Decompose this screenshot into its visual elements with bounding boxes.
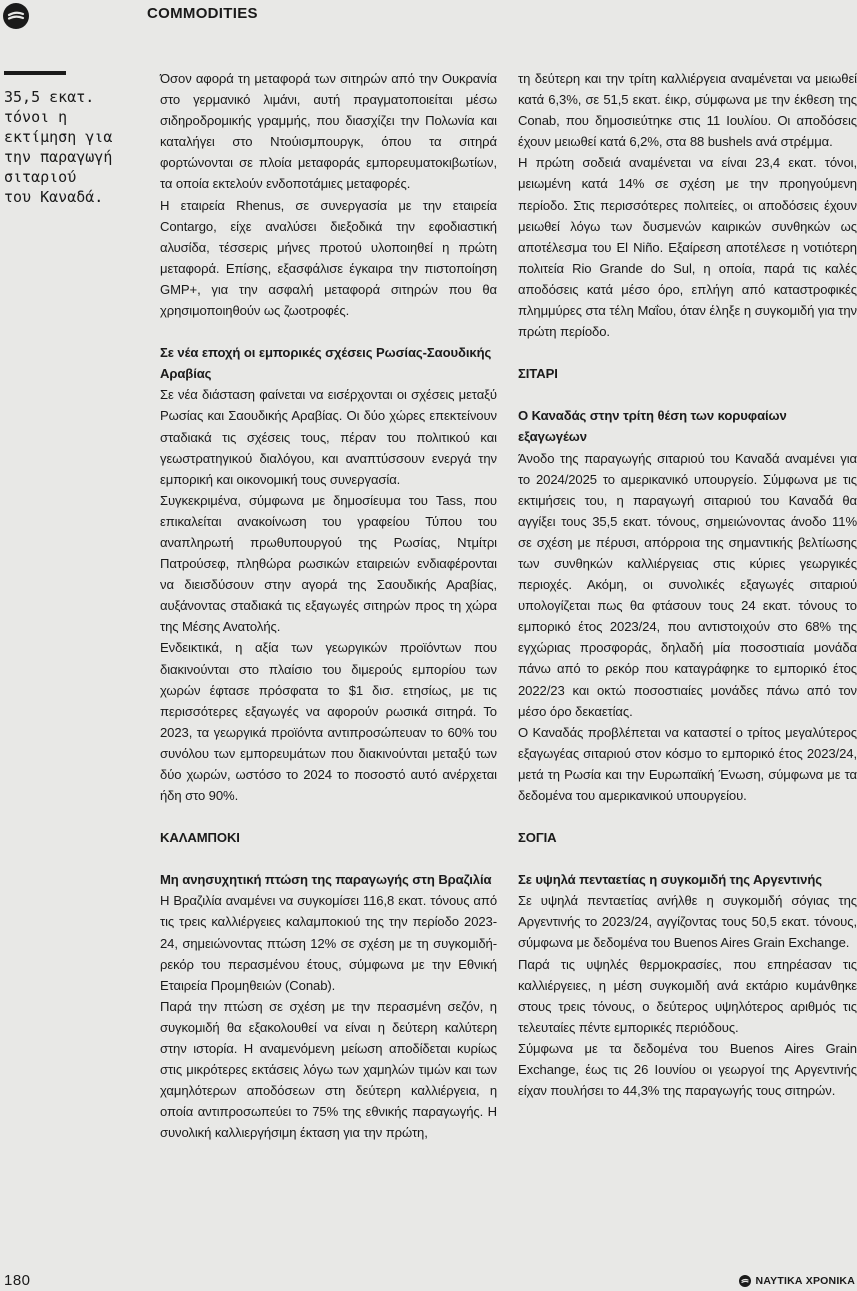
section-label: ΣΟΓΙΑ <box>518 830 557 846</box>
paragraph: Σε νέα διάσταση φαίνεται να εισέρχονται οι σχέσεις μεταξύ Ρωσίας και Σαουδικής Αραβίας. Οι δύο χώρες επεκτείνουν σταδιακά τις σχέσεις τους, πέραν του πολιτικού και γεωστρατηγικού διαλόγου, και αναπτύσσουν ενεργά την εμπορική και οικονομική τους συνεργασία. <box>160 387 497 487</box>
paragraph: Σύμφωνα με τα δεδομένα του Buenos Aires Grain Exchange, έως τις 26 Ιουνίου οι γεωργοί της Αργεντινής είχαν πουλήσει το 44,3% της παραγωγής τους σιτηρών. <box>518 1040 857 1099</box>
paragraph: Παρά την πτώση σε σχέση με την περασμένη σεζόν, η συγκομιδή θα εξακολουθεί να είναι η δεύτερη καλύτερη στην ιστορία. Η αναμενόμενη μείωση αποδίδεται κυρίως στις μικρότερες εκτάσεις λόγω των χαμηλών τιμών και των χαμηλότερων αποδόσεων στη δεύτερη καλλιέργεια, η οποία αντιπροσωπεύει το 75% της εθνικής παραγωγής. Η συνολική καλλιεργήσιμη έκταση για την πρώτη, <box>160 998 497 1141</box>
pull-quote: 35,5 εκατ. τόνοι η εκτίμηση για την παραγωγή σιταριού του Καναδά. <box>4 88 113 206</box>
paragraph: Συγκεκριμένα, σύμφωνα με δημοσίευμα του Tass, που επικαλείται ανακοίνωση του γραφείου Τύπου του αναπληρωτή πρωθυπουργού της Ρωσίας, Ντμίτρι Πατρούσεφ, πληθώρα ρωσικών εταιρειών ενδιαφέρονται να διεισδύσουν στην αγορά της Σαουδικής Αραβίας, αυξάνοντας σταδιακά τις εξαγωγές σιτηρών προς τη χώρα της Μέσης Ανατολής. <box>160 492 497 635</box>
subheading: Σε νέα εποχή οι εμπορικές σχέσεις Ρωσίας-Σαουδικής Αραβίας <box>160 345 492 382</box>
footer-brand <box>739 1275 855 1287</box>
subheading: Μη ανησυχητική πτώση της παραγωγής στη Βραζιλία <box>160 872 492 888</box>
brand-name: ΝΑΥΤΙΚΑ ΧΡΟΝΙΚΑ <box>755 1275 855 1287</box>
article-column-1 <box>160 68 497 1144</box>
paragraph: Όσον αφορά τη μεταφορά των σιτηρών από την Ουκρανία στο γερμανικό λιμάνι, αυτή πραγματοποιείται μέσω σιδηροδρομικής γραμμής, που διασχίζει την Πολωνία και καταλήγει στο Ντούισμπουργκ, όπου τα σιτηρά φορτώνονται σε πλοία μεταφοράς εμπορευματοκιβωτίων, τα οποία εκτελούν ενδοποτάμιες μεταφορές. <box>160 71 497 192</box>
paragraph: Η εταιρεία Rhenus, σε συνεργασία με την εταιρεία Contargo, είχε αναλύσει διεξοδικά την εφοδιαστική αλυσίδα, τέσσερις μήνες προτού υλοποιηθεί η πρώτη μεταφορά. Επίσης, εξασφάλισε έγκαιρα την πιστοποίηση GMP+, για την ασφαλή μεταφορά σιτηρών που θα χρησιμοποιηθούν ως ζωοτροφές. <box>160 197 497 319</box>
sidebar-rule <box>4 71 66 75</box>
brand-logo-icon <box>3 3 29 29</box>
paragraph: Ο Καναδάς προβλέπεται να καταστεί ο τρίτος μεγαλύτερος εξαγωγέας σιταριού στον κόσμο το εμπορικό έτος 2023/24, μετά τη Ρωσία και την Ευρωπαϊκή Ένωση, σύμφωνα με τα δεδομένα του αμερικανικού υπουργείου. <box>518 724 857 803</box>
paragraph: Η Βραζιλία αναμένει να συγκομίσει 116,8 εκατ. τόνους από τις τρεις καλλιέργειες καλαμποκιού της την περίοδο 2023-24, σημειώνοντας πτώση 12% σε σχέση με τη συγκομιδή-ρεκόρ του περασμένου έτους, σύμφωνα με την Εθνική Εταιρεία Προμηθειών (Conab). <box>160 893 497 993</box>
section-title: COMMODITIES <box>147 5 258 22</box>
article-column-2 <box>518 68 857 1101</box>
paragraph: Άνοδο της παραγωγής σιταριού του Καναδά αναμένει για το 2024/2025 το αμερικανικό υπουργείο. Σύμφωνα με τις εκτιμήσεις του, η παραγωγή σιταριού του Καναδά θα αγγίξει τους 35,5 εκατ. τόνους, σημειώνοντας άνοδο 11% σε σχέση με πέρυσι, απόρροια της σημαντικής βελτίωσης των συνθηκών καλλιέργειας στις κύριες γεωργικές περιοχές. Ακόμη, οι συνολικές εξαγωγές σιταριού υπολογίζεται πως θα φτάσουν τους 24 εκατ. τόνους το εμπορικό έτος 2023/24, που αντιστοιχούν στο 68% της εγχώριας προσφοράς, δηλαδή μία ποσοστιαία μονάδα πάνω από το ρεκόρ που καταγράφηκε το εμπορικό έτος 2022/23 και οκτώ ποσοστιαίες μονάδες πάνω από τον μέσο όρο δεκαετίας. <box>518 450 857 719</box>
brand-logo-icon <box>739 1275 751 1287</box>
section-label: ΣΙΤΑΡΙ <box>518 366 558 382</box>
page-number: 180 <box>4 1272 31 1289</box>
paragraph: Η πρώτη σοδειά αναμένεται να είναι 23,4 εκατ. τόνοι, μειωμένη κατά 14% σε σχέση με την προηγούμενη περίοδο. Στις περισσότερες πολιτείες, οι αποδόσεις έχουν μειωθεί λόγω των δυσμενών καιρικών συνθηκών ως αποτέλεσμα του El Niño. Εξαίρεση αποτέλεσε η νοτιότερη πολιτεία Rio Grande do Sul, η οποία, παρά τις καλές αποδόσεις κατά μέσο όρο, επλήγη από καταστροφικές πλημμύρες στα τέλη Μαΐου, όταν έληξε η συγκομιδή για την πρώτη περίοδο. <box>518 155 857 340</box>
paragraph: τη δεύτερη και την τρίτη καλλιέργεια αναμένεται να μειωθεί κατά 6,3%, σε 51,5 εκατ. έικρ, σύμφωνα με την έκθεση της Conab, που δημοσιεύτηκε στις 11 Ιουλίου. Οι αποδόσεις έχουν μειωθεί κατά 6,2%, στα 88 bushels ανά στρέμμα. <box>518 71 857 150</box>
paragraph: Σε υψηλά πενταετίας ανήλθε η συγκομιδή σόγιας της Αργεντινής το 2023/24, αγγίζοντας τους 50,5 εκατ. τόνους, σύμφωνα με δεδομένα του Buenos Aires Grain Exchange. <box>518 893 857 951</box>
subheading: Σε υψηλά πενταετίας η συγκομιδή της Αργεντινής <box>518 872 822 888</box>
paragraph: Παρά τις υψηλές θερμοκρασίες, που επηρέασαν τις καλλιέργειες, η μέση συγκομιδή ανά εκτάριο κυμάνθηκε στους τρεις τόνους, ο δεύτερος υψηλότερος αριθμός τις τελευταίες πέντε εμπορικές περιόδους. <box>518 956 857 1035</box>
subheading: Ο Καναδάς στην τρίτη θέση των κορυφαίων εξαγωγέων <box>518 408 787 445</box>
paragraph: Ενδεικτικά, η αξία των γεωργικών προϊόντων που διακινούνται στο πλαίσιο του διμερούς εμπορίου των χωρών έφτασε πρόσφατα το $1 δισ. ετησίως, με τις περισσότερες εξαγωγές να αφορούν ρωσικά σιτηρά. Το 2023, τα γεωργικά προϊόντα αντιπροσώπευαν το 60% του συνόλου των εμπορευμάτων που διακινούνται μεταξύ των δύο χωρών, ωστόσο το 2024 το ποσοστό αυτό ανέρχεται ήδη στο 90%. <box>160 640 497 804</box>
page-header <box>0 0 857 30</box>
section-label: ΚΑΛΑΜΠΟΚΙ <box>160 830 240 846</box>
